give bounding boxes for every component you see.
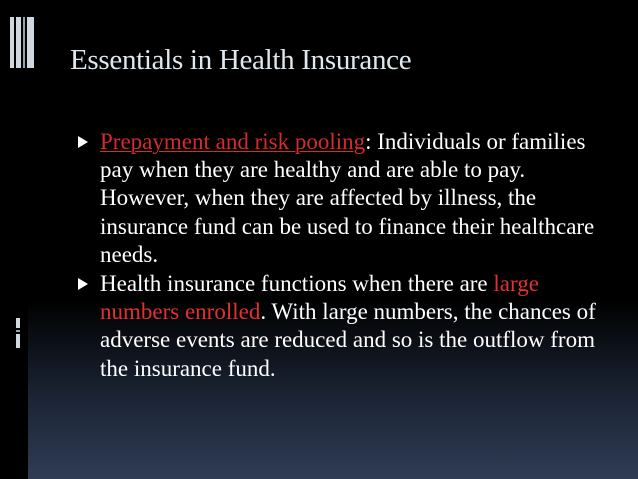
bullet-text-after: . With large numbers, the chances of adverse events are reduced and so is the outflow from the insurance fund. [100, 299, 596, 381]
left-sidebar-bar [0, 0, 28, 479]
bullet-highlight: large numbers enrolled [100, 271, 539, 325]
bullet-text-before: Health insurance functions when there are [100, 271, 494, 297]
bullet-text: : Individuals or families pay when they are healthy and are able to pay. However, when they are affected by illness, the insurance fund can be used to finance their healthcare needs. [100, 129, 595, 267]
triangle-bullet-icon [78, 278, 88, 290]
bullet-item [78, 128, 618, 269]
bullet-item [78, 270, 618, 383]
slide-title: Essentials in Health Insurance [70, 44, 412, 76]
bullet-lead-link[interactable]: Prepayment and risk pooling [100, 129, 366, 154]
triangle-bullet-icon [78, 136, 88, 148]
bullet-list [78, 128, 618, 383]
